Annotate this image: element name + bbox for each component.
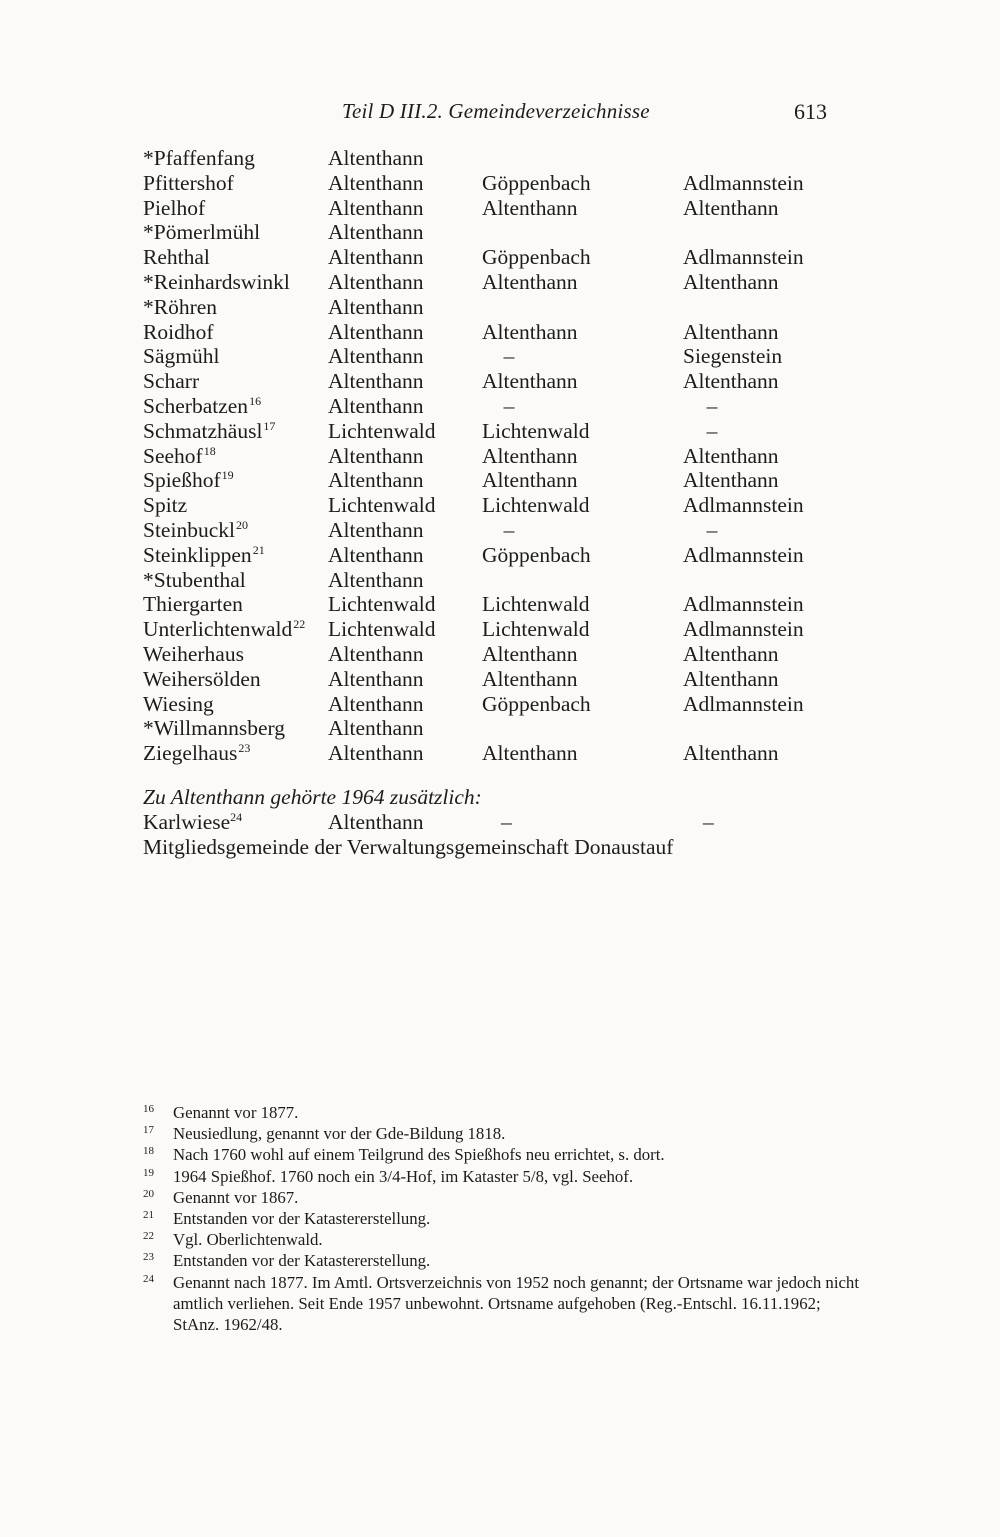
place-name-cell (143, 692, 214, 717)
register-row (143, 667, 843, 692)
addendum-title: Zu Altenthann gehörte 1964 zusätzlich: (143, 785, 482, 809)
place-name-cell (143, 295, 217, 320)
register-column-3: Adlmannstein (683, 617, 804, 642)
place-name: Ziegelhaus (143, 741, 238, 766)
place-name: Thiergarten (143, 592, 243, 617)
place-name-cell (143, 444, 216, 469)
register-column-2 (482, 344, 518, 369)
register-column-1: Lichtenwald (328, 493, 436, 518)
place-name-cell (143, 196, 205, 221)
place-name: *Reinhardswinkl (143, 269, 290, 294)
footnote-number: 17 (143, 1124, 154, 1137)
register-column-3: Adlmannstein (683, 245, 804, 270)
register-column-3: Altenthann (683, 666, 779, 691)
register-row (143, 245, 843, 270)
place-name: Schmatzhäusl (143, 418, 263, 443)
register-column-2 (482, 518, 518, 543)
addendum-column-3: – (703, 810, 714, 834)
footnote-number: 16 (143, 1103, 154, 1115)
register-column-2: Altenthann (482, 319, 578, 344)
footnote-marker: 23 (238, 741, 251, 756)
register-column-1: Altenthann (328, 741, 424, 766)
footnote (143, 1250, 863, 1271)
place-name: *Stubenthal (143, 567, 246, 592)
addendum-row (143, 810, 843, 835)
register-column-3: Altenthann (683, 195, 779, 220)
register-column-2: Altenthann (482, 269, 578, 294)
footnote (143, 1144, 863, 1165)
place-name: Rehthal (143, 245, 210, 270)
place-name-cell (143, 543, 265, 568)
place-name-cell (143, 493, 187, 518)
footnote-text: Genannt vor 1867. (173, 1187, 299, 1207)
place-name: Seehof (143, 443, 203, 468)
register-row (143, 146, 843, 171)
register-row (143, 320, 843, 345)
register-column-3: Adlmannstein (683, 542, 804, 567)
register-column-3 (683, 518, 721, 543)
register-row (143, 741, 843, 766)
register-column-2: Altenthann (482, 641, 578, 666)
dash-mark: – (503, 344, 515, 369)
addendum-section (143, 784, 843, 860)
place-name: *Röhren (143, 294, 218, 319)
register-column-1: Altenthann (328, 170, 424, 195)
place-name-cell (143, 245, 210, 270)
register-row (143, 369, 843, 394)
footnote (143, 1123, 863, 1144)
register-row (143, 518, 843, 543)
footnote-marker: 19 (221, 468, 234, 483)
register-column-3 (683, 419, 721, 444)
register-column-1: Altenthann (328, 468, 424, 493)
register-column-1: Altenthann (328, 641, 424, 666)
register-column-1: Altenthann (328, 691, 424, 716)
place-name: *Willmannsberg (143, 716, 286, 741)
place-name-cell (143, 369, 199, 394)
place-name-cell (143, 468, 234, 493)
dash-mark: – (706, 418, 718, 443)
footnote-marker: 24 (230, 810, 243, 824)
footnote-number: 21 (143, 1209, 154, 1222)
place-name-cell (143, 270, 290, 295)
register-column-2: Altenthann (482, 468, 578, 493)
register-column-2: Göppenbach (482, 691, 591, 716)
place-name: Spitz (143, 493, 188, 518)
register-column-1: Altenthann (328, 220, 424, 245)
place-name-cell (143, 592, 243, 617)
register-row (143, 692, 843, 717)
footnote-number: 24 (143, 1272, 154, 1285)
register-column-2: Altenthann (482, 369, 578, 394)
register-column-3 (683, 394, 721, 419)
register-column-3: Siegenstein (683, 344, 783, 369)
register-row (143, 444, 843, 469)
footnote-text: Nach 1760 wohl auf einem Teilgrund des Spießhofs neu errichtet, s. dort. (173, 1145, 665, 1165)
footnote-text: Genannt vor 1877. (173, 1103, 299, 1122)
footnote-number: 22 (143, 1230, 154, 1243)
register-column-2: Altenthann (482, 666, 578, 691)
register-column-1: Altenthann (328, 542, 424, 567)
dash-mark: – (706, 517, 718, 542)
register-column-1: Altenthann (328, 567, 424, 592)
place-name-cell (143, 617, 305, 642)
register-row (143, 295, 843, 320)
footnote-marker: 18 (203, 443, 216, 458)
place-name: Sägmühl (143, 344, 220, 369)
register-column-2: Lichtenwald (482, 493, 590, 518)
register-column-3: Altenthann (683, 269, 779, 294)
place-name-cell (143, 344, 219, 369)
footnote-number: 19 (143, 1166, 154, 1179)
register-column-3: Adlmannstein (683, 493, 804, 518)
place-name: Wiesing (143, 691, 214, 716)
register-column-2: Göppenbach (482, 170, 591, 195)
footnote (143, 1208, 863, 1229)
place-name: Pfittershof (143, 170, 234, 195)
register-column-3: Adlmannstein (683, 592, 804, 617)
register-column-1: Altenthann (328, 245, 424, 270)
footnote-text: Genannt nach 1877. Im Amtl. Ortsverzeichnis von 1952 noch genannt; der Ortsname war jedoch nicht amtlich verliehen. Seit Ende 1957 unbewohnt. Ortsname aufgehoben (Reg.-Entschl. 16.11.1962; StAnz. 1962/48. (173, 1272, 859, 1335)
footnote (143, 1166, 863, 1187)
place-name: Pielhof (143, 195, 206, 220)
register-column-1: Altenthann (328, 517, 424, 542)
dash-mark: – (503, 517, 515, 542)
dash-mark: – (706, 393, 718, 418)
register-column-2: Lichtenwald (482, 592, 590, 617)
place-name: Roidhof (143, 319, 214, 344)
place-name-cell (143, 320, 213, 345)
place-name: Steinklippen (143, 542, 252, 567)
place-name-cell (143, 220, 260, 245)
register-row (143, 568, 843, 593)
register-row (143, 617, 843, 642)
place-name-cell (143, 642, 244, 667)
register-column-1: Lichtenwald (328, 592, 436, 617)
footnote-text: Entstanden vor der Katastererstellung. (173, 1251, 431, 1271)
footnote (143, 1187, 863, 1208)
register-row (143, 344, 843, 369)
place-name: Steinbuckl (143, 517, 235, 542)
register-row (143, 270, 843, 295)
register-column-1: Altenthann (328, 319, 424, 344)
register-column-3: Altenthann (683, 443, 779, 468)
addendum-column-1: Altenthann (328, 810, 424, 834)
running-head (0, 99, 1000, 129)
footnote-number: 18 (143, 1145, 154, 1158)
footnote-number: 23 (143, 1251, 154, 1264)
footnote-marker: 22 (293, 617, 306, 632)
place-name: Weihersölden (143, 666, 261, 691)
register-column-1: Altenthann (328, 195, 424, 220)
footnote-text: Entstanden vor der Katastererstellung. (173, 1209, 431, 1229)
register-row (143, 543, 843, 568)
place-name-cell (143, 716, 285, 741)
place-name-cell (143, 518, 248, 543)
register-row (143, 468, 843, 493)
register-column-3: Adlmannstein (683, 170, 804, 195)
place-name: Spießhof (143, 468, 221, 493)
place-name: Unterlichtenwald (143, 617, 293, 642)
register-row (143, 171, 843, 196)
footnote-text: Neusiedlung, genannt vor der Gde-Bildung 1818. (173, 1124, 506, 1144)
addendum-place-name: Karlwiese (143, 810, 231, 834)
register-row (143, 716, 843, 741)
footnotes-section (143, 1102, 863, 1335)
addendum-place (143, 810, 242, 835)
footnote-marker: 16 (249, 393, 262, 408)
register-column-1: Altenthann (328, 393, 424, 418)
place-register-table (143, 146, 843, 766)
register-column-1: Altenthann (328, 369, 424, 394)
register-column-3: Altenthann (683, 641, 779, 666)
footnote-marker: 20 (235, 517, 248, 532)
register-column-1: Altenthann (328, 443, 424, 468)
register-column-1: Altenthann (328, 294, 424, 319)
place-name-cell (143, 741, 250, 766)
register-row (143, 493, 843, 518)
place-name-cell (143, 667, 261, 692)
register-column-2 (482, 394, 518, 419)
register-row (143, 419, 843, 444)
footnote-text: 1964 Spießhof. 1760 noch ein 3/4-Hof, im Kataster 5/8, vgl. Seehof. (173, 1166, 634, 1186)
addendum-column-2: – (501, 810, 512, 834)
footnote-marker: 21 (252, 542, 265, 557)
register-column-2: Altenthann (482, 195, 578, 220)
register-column-2: Göppenbach (482, 542, 591, 567)
place-name: *Pömerlmühl (143, 220, 261, 245)
register-column-3: Altenthann (683, 468, 779, 493)
register-column-2: Göppenbach (482, 245, 591, 270)
register-row (143, 592, 843, 617)
place-name: Scherbatzen (143, 393, 249, 418)
place-name-cell (143, 171, 234, 196)
register-column-1: Altenthann (328, 269, 424, 294)
footnote-number: 20 (143, 1187, 154, 1200)
place-name: *Pfaffenfang (143, 146, 255, 170)
footnote-text: Vgl. Oberlichtenwald. (173, 1230, 323, 1250)
register-row (143, 642, 843, 667)
place-name-cell (143, 146, 255, 171)
register-column-1: Altenthann (328, 146, 424, 170)
register-row (143, 196, 843, 221)
place-name: Weiherhaus (143, 641, 244, 666)
addendum-note: Mitgliedsgemeinde der Verwaltungsgemeinschaft Donaustauf (143, 834, 674, 859)
dash-mark: – (503, 393, 515, 418)
register-column-1: Altenthann (328, 344, 424, 369)
running-title: Teil D III.2. Gemeindeverzeichnisse (342, 99, 650, 123)
register-column-1: Altenthann (328, 716, 424, 741)
register-column-3: Altenthann (683, 741, 779, 766)
register-column-3: Altenthann (683, 369, 779, 394)
register-row (143, 394, 843, 419)
register-column-2: Lichtenwald (482, 617, 590, 642)
register-row (143, 220, 843, 245)
place-name-cell (143, 394, 261, 419)
footnote (143, 1102, 863, 1123)
footnote (143, 1229, 863, 1250)
footnote (143, 1272, 863, 1336)
register-column-3: Adlmannstein (683, 691, 804, 716)
place-name: Scharr (143, 369, 200, 394)
footnote-marker: 17 (263, 418, 276, 433)
register-column-2: Altenthann (482, 443, 578, 468)
place-name-cell (143, 419, 275, 444)
register-column-1: Lichtenwald (328, 418, 436, 443)
register-column-1: Lichtenwald (328, 617, 436, 642)
register-column-2: Altenthann (482, 741, 578, 766)
page-number: 613 (794, 99, 827, 124)
register-column-1: Altenthann (328, 666, 424, 691)
register-column-2: Lichtenwald (482, 418, 590, 443)
place-name-cell (143, 568, 246, 593)
register-column-3: Altenthann (683, 319, 779, 344)
